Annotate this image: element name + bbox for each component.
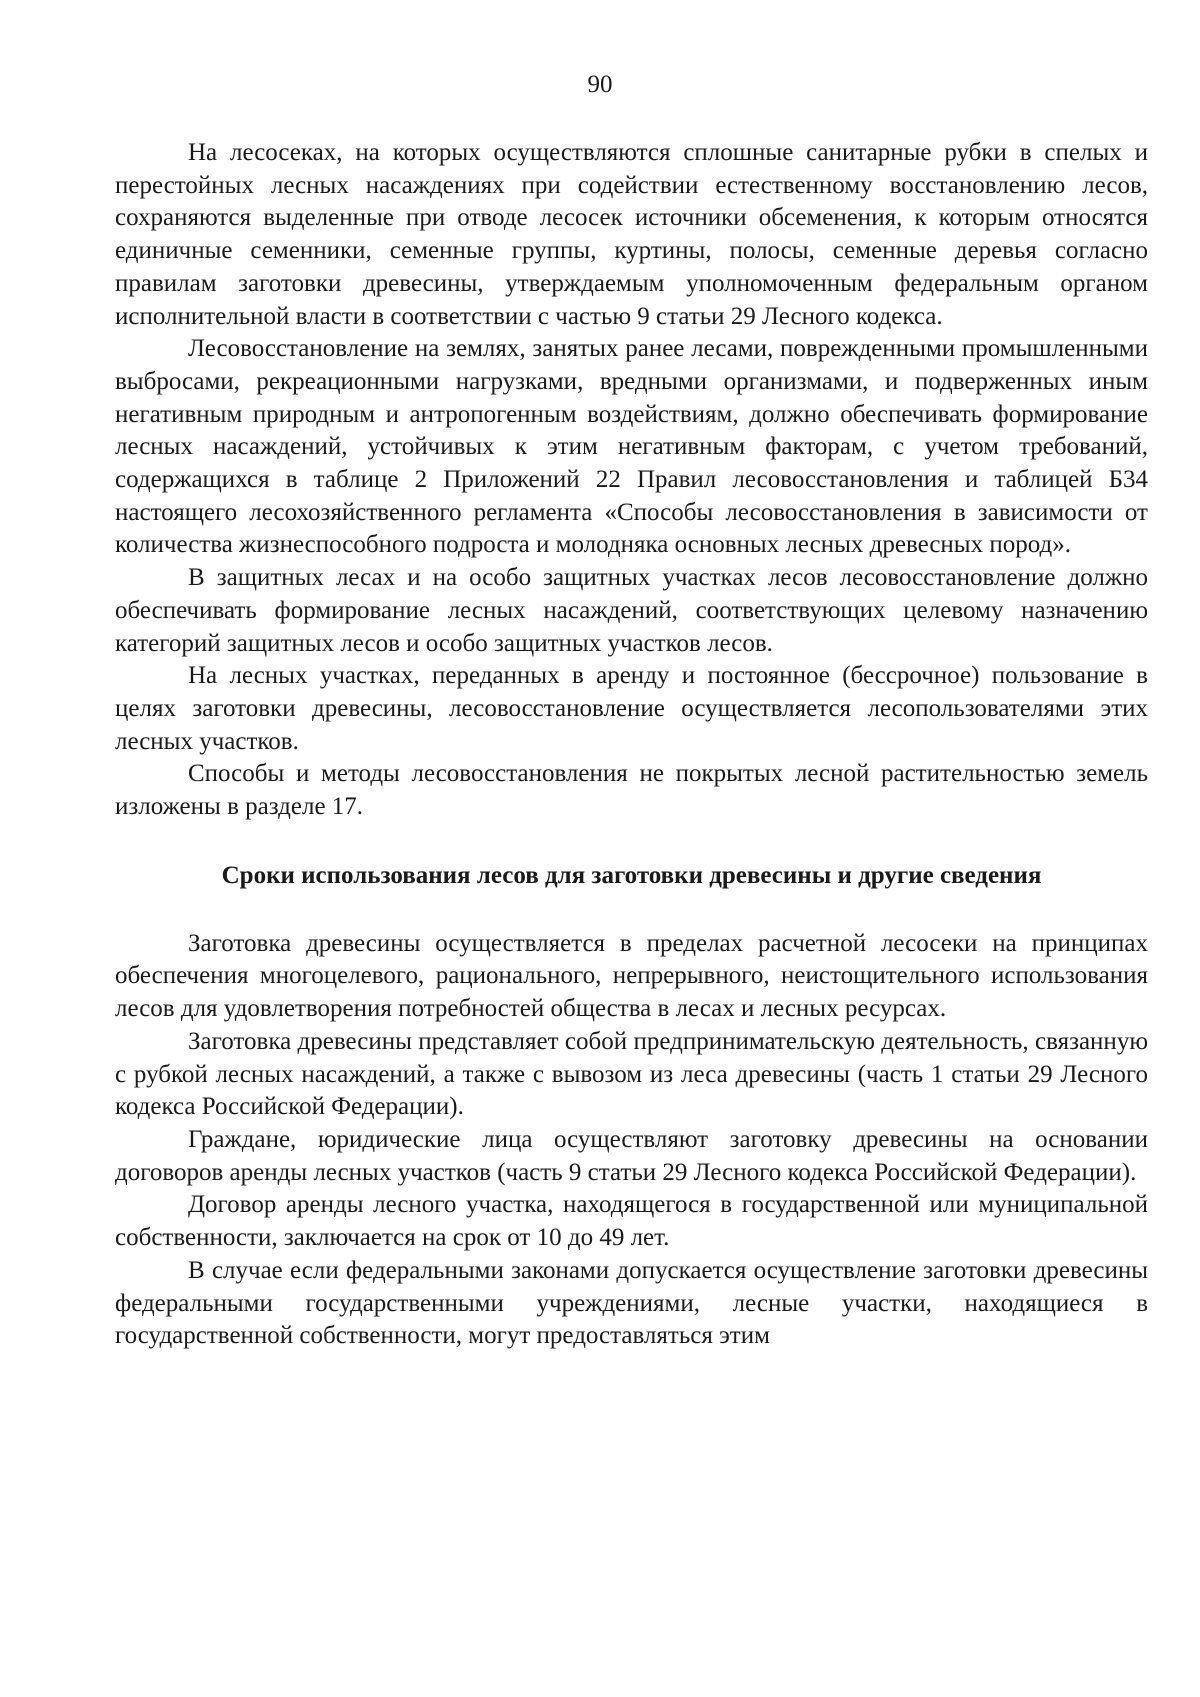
paragraph: Заготовка древесины осуществляется в пределах расчетной лесосеки на принципах обеспечения многоцелевого, рационального, непрерывного, неистощительного использования лесов для удовлетворения потребностей общества в лесах и лесных ресурсах. — [115, 929, 1148, 1023]
paragraph: На лесных участках, переданных в аренду и постоянное (бессрочное) пользование в целях заготовки древесины, лесовосстановление осуществляется лесопользователями этих лесных участков. — [115, 662, 1148, 755]
page-number: 90 — [587, 71, 613, 98]
section-heading: Сроки использования лесов для заготовки древесины и другие сведения — [221, 861, 1042, 889]
paragraph: Граждане, юридические лица осуществляют заготовку древесины на основании договоров аренды лесных участков (часть 9 статьи 29 Лесного кодекса Российской Федерации). — [115, 1125, 1148, 1186]
paragraph: На лесосеках, на которых осуществляются сплошные санитарные рубки в спелых и перестойных лесных насаждениях при содействии естественному восстановлению лесов, сохраняются выделенные при отводе лесосек источники обсеменения, к которым относятся единичные семенники, семенные группы, куртины, полосы, семенные деревья согласно правилам заготовки древесины, утверждаемым уполномоченным федеральным органом исполнительной власти в соответствии с частью 9 статьи 29 Лесного кодекса. — [115, 139, 1148, 330]
paragraph: Договор аренды лесного участка, находящегося в государственной или муниципальной собственности, заключается на срок от 10 до 49 лет. — [115, 1191, 1148, 1252]
paragraph: Заготовка древесины представляет собой предпринимательскую деятельность, связанную с рубкой лесных насаждений, а также с вывозом из леса древесины (часть 1 статьи 29 Лесного кодекса Российской Федерации). — [115, 1027, 1148, 1121]
page-content — [115, 137, 1148, 1353]
paragraph: Лесовосстановление на землях, занятых ранее лесами, поврежденными промышленными выбросами, рекреационными нагрузками, вредными организмами, и подверженных иным негативным природным и антропогенным воздействиям, должно обеспечивать формирование лесных насаждений, устойчивых к этим негативным факторам, с учетом требований, содержащихся в таблице 2 Приложений 22 Правил лесовосстановления и таблицей Б34 настоящего лесохозяйственного регламента «Способы лесовосстановления в зависимости от количества жизнеспособного подроста и молодняка основных лесных древесных пород». — [115, 335, 1148, 559]
paragraph: В защитных лесах и на особо защитных участках лесов лесовосстановление должно обеспечивать формирование лесных насаждений, соответствующих целевому назначению категорий защитных лесов и особо защитных участков лесов. — [115, 564, 1148, 657]
paragraph: Способы и методы лесовосстановления не покрытых лесной растительностью земель изложены в разделе 17. — [115, 760, 1148, 821]
paragraph: В случае если федеральными законами допускается осуществление заготовки древесины федеральными государственными учреждениями, лесные участки, находящиеся в государственной собственности, могут предоставляться этим — [115, 1256, 1148, 1350]
